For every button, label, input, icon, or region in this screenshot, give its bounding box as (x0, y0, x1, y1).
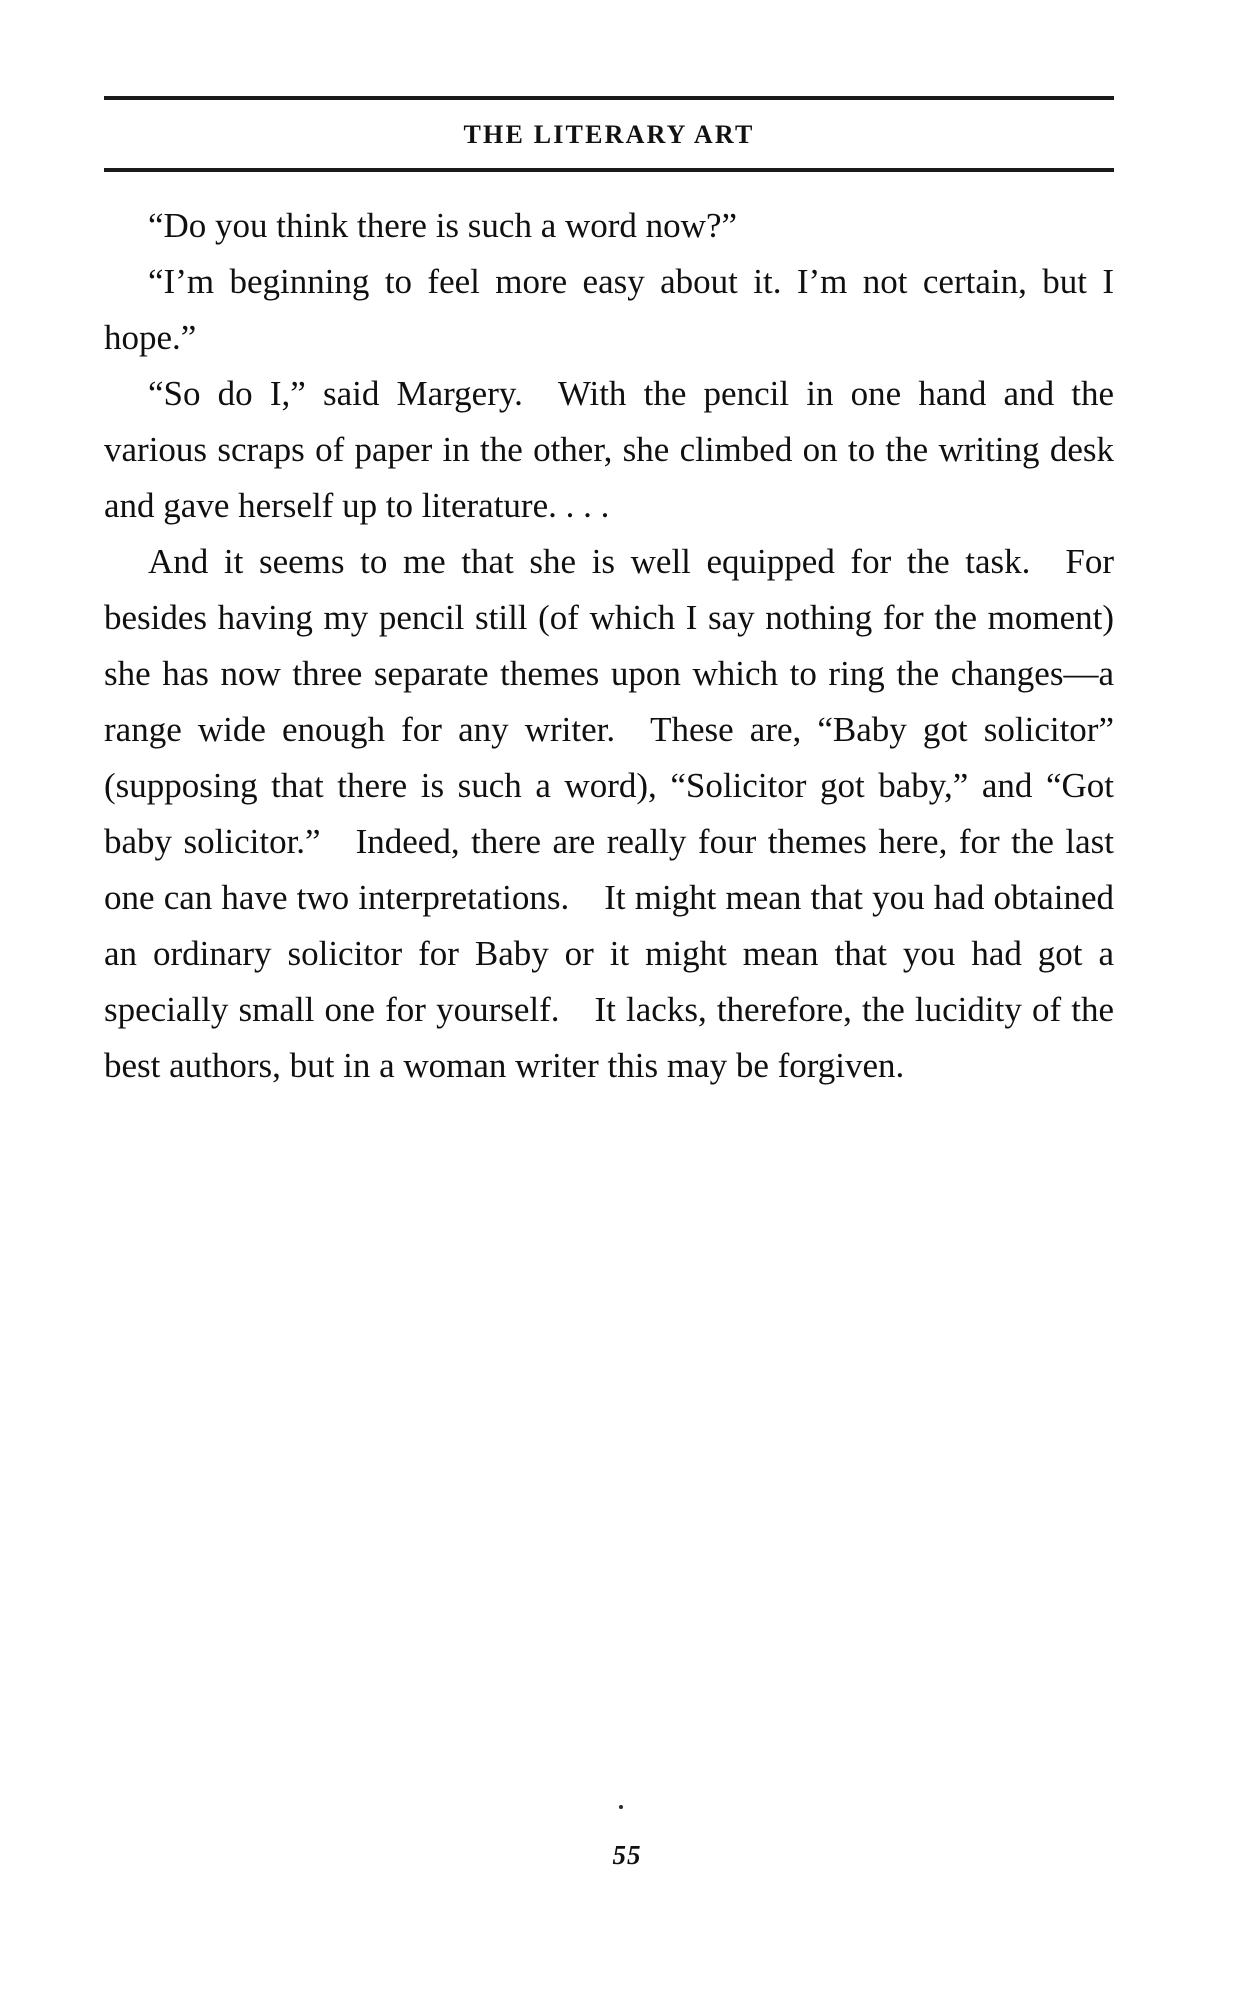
page-number: 55 (612, 1840, 642, 1870)
paragraph-1: “Do you think there is such a word now?” (148, 206, 738, 245)
paragraph-4: And it seems to me that she is well equipped for the task. For besides having my pencil still (of which I say nothing for the moment) she has now three separate themes upon which to ring the changes—a range wide enough for any writer. These are, “Baby got solicitor” (supposing that there is such a word), “Solicitor got baby,” and “Got baby solicitor.” Indeed, there are really four themes here, for the last one can have two interpretations. It might mean that you had obtained an ordinary solicitor for Baby or it might mean that you had got a specially small one for yourself. It lacks, therefore, the lucidity of the best authors, but in a woman writer this may be forgiven. (104, 542, 1114, 1085)
body-text (104, 198, 1114, 1094)
running-head: THE LITERARY ART (463, 120, 755, 149)
header-rule-bottom (104, 168, 1114, 172)
page-content (104, 96, 1114, 1094)
ink-speck (619, 1805, 623, 1809)
paragraph-2: “I’m beginning to feel more easy about it. I’m not certain, but I hope.” (104, 262, 1114, 357)
paragraph-3: “So do I,” said Margery. With the pencil in one hand and the various scraps of paper in the other, she climbed on to the writing desk and gave herself up to literature. . . . (104, 374, 1114, 525)
